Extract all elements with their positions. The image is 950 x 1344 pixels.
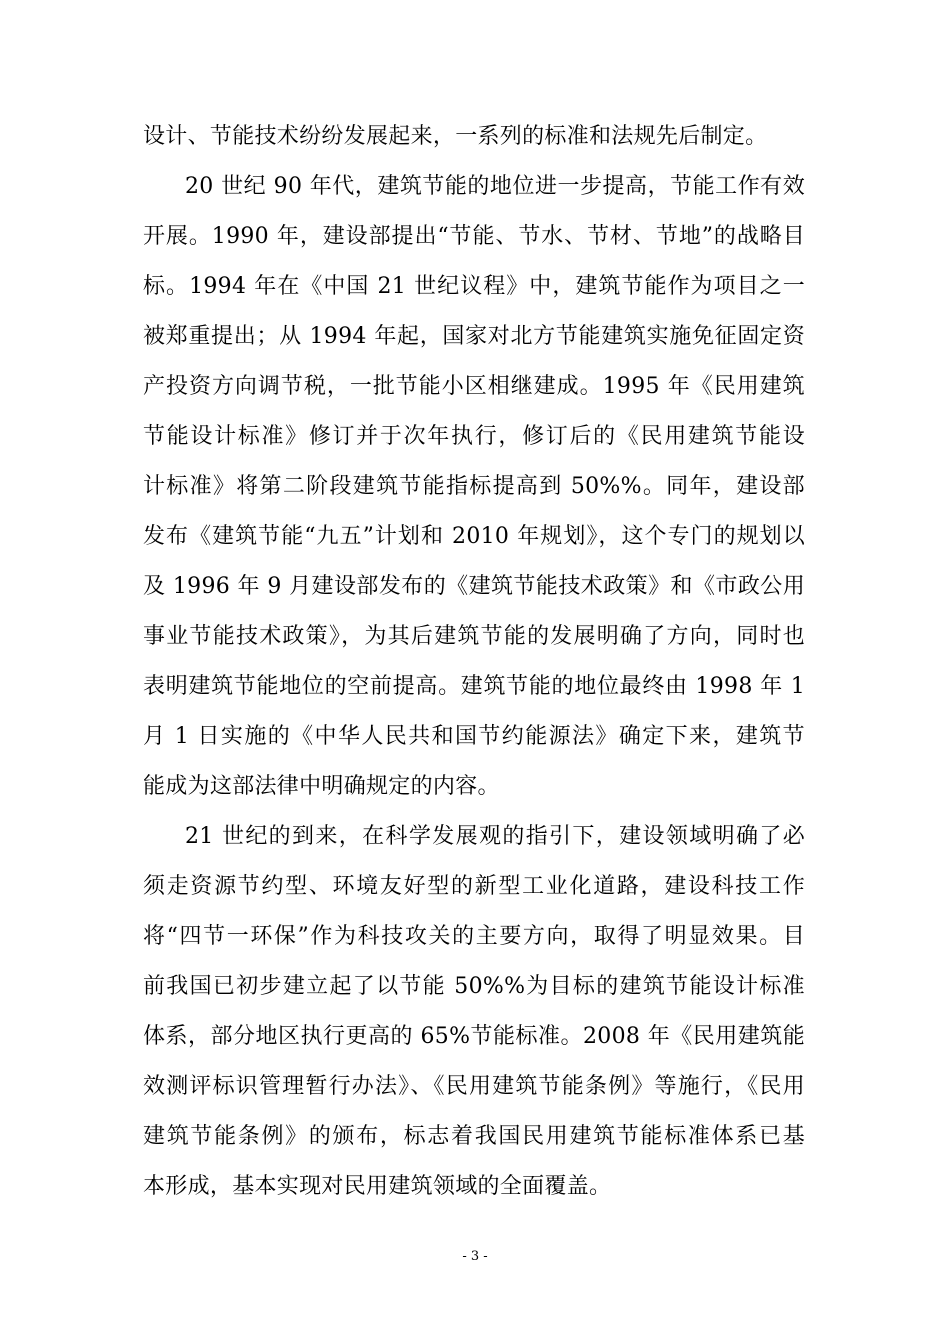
text-line: 标。1994 年在《中国 21 世纪议程》中，建筑节能作为项目之一: [143, 274, 805, 299]
text-line: 能成为这部法律中明确规定的内容。: [143, 774, 500, 799]
text-line: 被郑重提出；从 1994 年起，国家对北方节能建筑实施免征固定资: [143, 324, 805, 349]
text-line: 事业节能技术政策》，为其后建筑节能的发展明确了方向，同时也: [143, 624, 805, 649]
text-line: 建筑节能条例》的颁布，标志着我国民用建筑节能标准体系已基: [143, 1124, 805, 1149]
text-line: 本形成，基本实现对民用建筑领域的全面覆盖。: [143, 1174, 612, 1199]
text-line: 表明建筑节能地位的空前提高。建筑节能的地位最终由 1998 年 1: [143, 674, 805, 699]
text-line: 将“四节一环保”作为科技攻关的主要方向，取得了明显效果。目: [143, 924, 805, 949]
text-line: 设计、节能技术纷纷发展起来，一系列的标准和法规先后制定。: [143, 124, 768, 149]
text-line: 前我国已初步建立起了以节能 50%%为目标的建筑节能设计标准: [143, 974, 805, 999]
text-line: 效测评标识管理暂行办法》、《民用建筑节能条例》等施行，《民用: [143, 1074, 805, 1099]
text-line: 20 世纪 90 年代，建筑节能的地位进一步提高，节能工作有效: [185, 174, 805, 199]
text-line: 产投资方向调节税，一批节能小区相继建成。1995 年《民用建筑: [143, 374, 805, 399]
text-line: 21 世纪的到来，在科学发展观的指引下，建设领域明确了必: [185, 824, 805, 849]
text-line: 开展。1990 年，建设部提出“节能、节水、节材、节地”的战略目: [143, 224, 805, 249]
text-line: 须走资源节约型、环境友好型的新型工业化道路，建设科技工作: [143, 874, 805, 899]
text-line: 计标准》将第二阶段建筑节能指标提高到 50%%。同年，建设部: [143, 474, 805, 499]
body-text: [143, 112, 805, 1212]
text-line: 及 1996 年 9 月建设部发布的《建筑节能技术政策》和《市政公用: [143, 574, 805, 599]
text-line: 发布《建筑节能“九五”计划和 2010 年规划》，这个专门的规划以: [143, 524, 805, 549]
text-line: 月 1 日实施的《中华人民共和国节约能源法》确定下来，建筑节: [143, 724, 805, 749]
text-line: 节能设计标准》修订并于次年执行，修订后的《民用建筑节能设: [143, 424, 805, 449]
page-number: - 3 -: [462, 1249, 488, 1264]
text-line: 体系，部分地区执行更高的 65%节能标准。2008 年《民用建筑能: [143, 1024, 805, 1049]
